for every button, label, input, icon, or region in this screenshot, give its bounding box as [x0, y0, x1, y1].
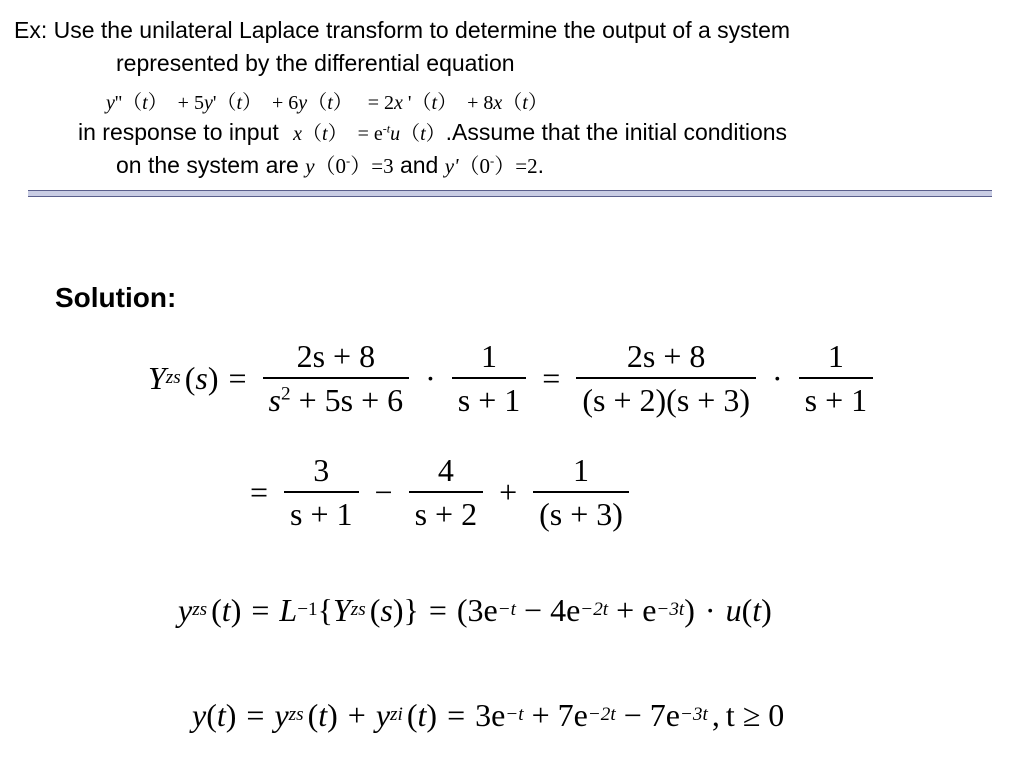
eq3-equals: = — [251, 591, 270, 628]
de-prime: ' — [212, 92, 217, 114]
line3-prefix: in response to input — [78, 119, 279, 145]
eq3-term-1: (3e — [456, 591, 498, 628]
equation-yzs-transform: Y zs (s) = $\frac{2s + 8}{s^2 + 5s + 6}$ · $\frac{1}{s + 1}$ = $\frac{2s + 8}{(s + 2)(s + 3)}$ · $\frac{1}{s + 1}$ — [148, 333, 879, 423]
eq1-frac-b-den: s + 1 — [452, 377, 527, 419]
de-t: t — [142, 92, 148, 114]
eq4-t-3: t — [417, 696, 427, 733]
eq4-t: t — [216, 696, 226, 733]
input-e: e — [373, 123, 383, 145]
eq4-term-1: 3e — [475, 696, 506, 733]
de-t: t — [236, 92, 243, 114]
eq1-frac-c — [576, 337, 756, 419]
ic-zero: 0 — [335, 154, 347, 178]
eq3-lbrace: { — [317, 591, 333, 628]
eq1-rparen: ) — [207, 359, 219, 396]
eq3-dot: · — [704, 591, 716, 628]
eq4-t-2: t — [318, 696, 328, 733]
eq4-term-3: − 7e — [623, 696, 680, 733]
eq1-equals-2: = — [542, 359, 561, 396]
de-y: y — [203, 92, 213, 114]
de-plus: + — [177, 92, 189, 114]
de-coef-8: 8 — [483, 92, 494, 114]
eq4-equals-2: = — [447, 696, 466, 733]
eq1-frac-a-num: 2s + 8 — [296, 338, 376, 374]
eq2-frac-2-den: s + 2 — [409, 491, 484, 533]
equation-yzs-time: y zs (t) = L −1 { Y zs ( s ) } = (3e −t − 4e −2t + e −3t ) · u ( t ) — [178, 591, 772, 628]
eq3-lparen: ( — [211, 591, 222, 628]
differential-equation — [106, 86, 548, 115]
solution-label-text: Solution: — [55, 282, 177, 313]
eq1-frac-a — [263, 337, 410, 419]
input-exponent: -t — [382, 121, 391, 136]
eq4-lparen-3: ( — [406, 696, 418, 733]
de-lparen: （ — [122, 92, 143, 114]
input-t: t — [322, 123, 328, 145]
de-prime: ' — [407, 92, 412, 114]
input-function — [293, 123, 446, 145]
eq3-t-2: t — [752, 591, 762, 628]
eq2-frac-3 — [533, 451, 629, 533]
de-t: t — [522, 92, 528, 114]
eq2-frac-3-den: (s + 3) — [533, 491, 629, 533]
de-x: x — [493, 92, 503, 114]
eq4-lparen: ( — [206, 696, 217, 733]
eq4-rparen-3: ) — [426, 696, 438, 733]
eq3-y: y — [178, 591, 193, 628]
eq3-equals-2: = — [428, 591, 447, 628]
ic-y: y — [305, 154, 315, 178]
eq3-term-2: − 4e — [524, 591, 581, 628]
eq2-frac-3-num: 1 — [573, 452, 590, 488]
de-rparen: ） — [332, 92, 353, 114]
de-rparen: ） — [437, 92, 458, 114]
line3-suffix: .Assume that the initial conditions — [445, 119, 788, 145]
de-coef-5: 5 — [193, 92, 204, 114]
eq3-u: u — [725, 591, 742, 628]
eq4-equals: = — [246, 696, 265, 733]
eq3-t: t — [221, 591, 231, 628]
eq1-frac-c-den: (s + 2)(s + 3) — [576, 377, 756, 419]
eq1-den-sq: 2 — [281, 383, 291, 405]
de-rparen: ） — [147, 92, 168, 114]
problem-line-2 — [116, 48, 515, 78]
input-rparen: ） — [327, 123, 348, 145]
input-equals: = — [357, 123, 369, 145]
eq4-plus: + — [347, 696, 366, 733]
de-lparen: （ — [502, 92, 523, 114]
eq4-comma: , — [711, 696, 720, 733]
de-lparen: （ — [216, 92, 237, 114]
eq1-s: s — [195, 359, 208, 396]
eq4-y: y — [192, 696, 207, 733]
eq3-rparen-3: ) — [761, 591, 772, 628]
problem-line-4 — [116, 150, 544, 181]
input-rparen: ） — [425, 123, 446, 145]
eq3-term-3: + e — [616, 591, 657, 628]
eq2-equals: = — [250, 473, 269, 510]
eq3-lparen-2: ( — [369, 591, 381, 628]
eq1-Y: Y — [148, 359, 166, 396]
eq2-plus: + — [499, 473, 518, 510]
eq2-minus: − — [374, 473, 393, 510]
eq1-frac-a-den — [263, 377, 410, 419]
de-equals: = — [367, 92, 380, 114]
section-divider — [28, 190, 992, 197]
solution-label — [55, 282, 176, 314]
eq3-rparen: ) — [230, 591, 242, 628]
input-lparen: （ — [400, 123, 421, 145]
ic-yprime: y' — [444, 154, 459, 178]
eq4-rparen: ) — [225, 696, 237, 733]
problem-line-1 — [14, 15, 790, 45]
eq4-condition: t ≥ 0 — [725, 696, 785, 733]
input-lparen: （ — [302, 123, 323, 145]
eq3-s: s — [380, 591, 393, 628]
ic-rparen: ） — [494, 154, 516, 178]
ic-value-2: =2 — [515, 154, 538, 178]
eq3-Y: Y — [332, 591, 351, 628]
de-plus: + — [467, 92, 479, 114]
eq1-den-s: s — [268, 382, 281, 418]
ic-lparen: （ — [458, 154, 480, 178]
eq1-frac-d-num: 1 — [827, 338, 844, 374]
eq2-frac-1 — [284, 451, 359, 533]
eq1-frac-c-num: 2s + 8 — [626, 338, 706, 374]
eq2-frac-2 — [409, 451, 484, 533]
problem-line-1-text: Ex: Use the unilateral Laplace transform to determine the output of a system — [14, 17, 791, 43]
initial-condition-y — [305, 154, 393, 178]
eq4-rparen-2: ) — [327, 696, 338, 733]
equation-complete-response: y ( t ) = y zs ( t ) + y zi ( t ) = 3e −t + 7e −2t − 7e −3t , t ≥ 0 — [192, 696, 785, 733]
de-y: y — [106, 92, 115, 114]
eq1-lparen: ( — [184, 359, 196, 396]
input-x: x — [293, 123, 303, 145]
de-t: t — [327, 92, 333, 114]
eq4-lparen-2: ( — [307, 696, 319, 733]
eq1-frac-d — [799, 337, 874, 419]
de-coef-2: 2 — [384, 92, 395, 114]
equation-partial-fractions — [240, 447, 635, 537]
line4-prefix: on the system are — [116, 152, 299, 178]
input-u: u — [390, 123, 401, 145]
ic-rparen: ） — [350, 154, 372, 178]
eq1-frac-d-den: s + 1 — [799, 377, 874, 419]
de-x: x — [394, 92, 403, 114]
and-word: and — [399, 152, 439, 178]
problem-line-3 — [78, 117, 787, 149]
eq1-den-rest: + 5s + 6 — [298, 382, 404, 418]
eq2-frac-1-den: s + 1 — [284, 491, 359, 533]
eq3-close: ) — [684, 591, 695, 628]
problem-line-2-text: represented by the differential equation — [116, 50, 515, 76]
de-t: t — [431, 92, 438, 114]
de-double-prime: '' — [114, 92, 123, 114]
eq3-L: L — [279, 591, 298, 628]
eq3-rbrace: } — [403, 591, 419, 628]
de-lparen: （ — [411, 92, 432, 114]
de-rparen: ） — [527, 92, 548, 114]
eq1-dot: · — [425, 359, 436, 396]
de-rparen: ） — [242, 92, 263, 114]
eq1-equals: = — [228, 359, 247, 396]
initial-condition-yprime — [445, 154, 538, 178]
de-plus: + — [272, 92, 284, 114]
de-y: y — [298, 92, 308, 114]
ic-lparen: （ — [314, 154, 336, 178]
ic-zero: 0 — [479, 154, 491, 178]
ic-minus: - — [346, 154, 351, 168]
eq1-frac-b-num: 1 — [481, 338, 498, 374]
input-t: t — [420, 123, 426, 145]
eq2-frac-1-num: 3 — [313, 452, 330, 488]
period: . — [537, 152, 544, 178]
eq2-frac-2-num: 4 — [437, 452, 454, 488]
de-lparen: （ — [307, 92, 328, 114]
ic-minus: - — [490, 154, 495, 168]
eq1-frac-b — [452, 337, 527, 419]
eq1-dot-2: · — [771, 359, 783, 396]
eq3-lparen-3: ( — [741, 591, 753, 628]
eq4-y-zi: y — [375, 696, 391, 733]
eq4-term-2: + 7e — [531, 696, 588, 733]
eq4-y-zs: y — [274, 696, 289, 733]
eq3-rparen-2: ) — [392, 591, 404, 628]
de-coef-6: 6 — [288, 92, 299, 114]
ic-value-3: =3 — [371, 154, 394, 178]
